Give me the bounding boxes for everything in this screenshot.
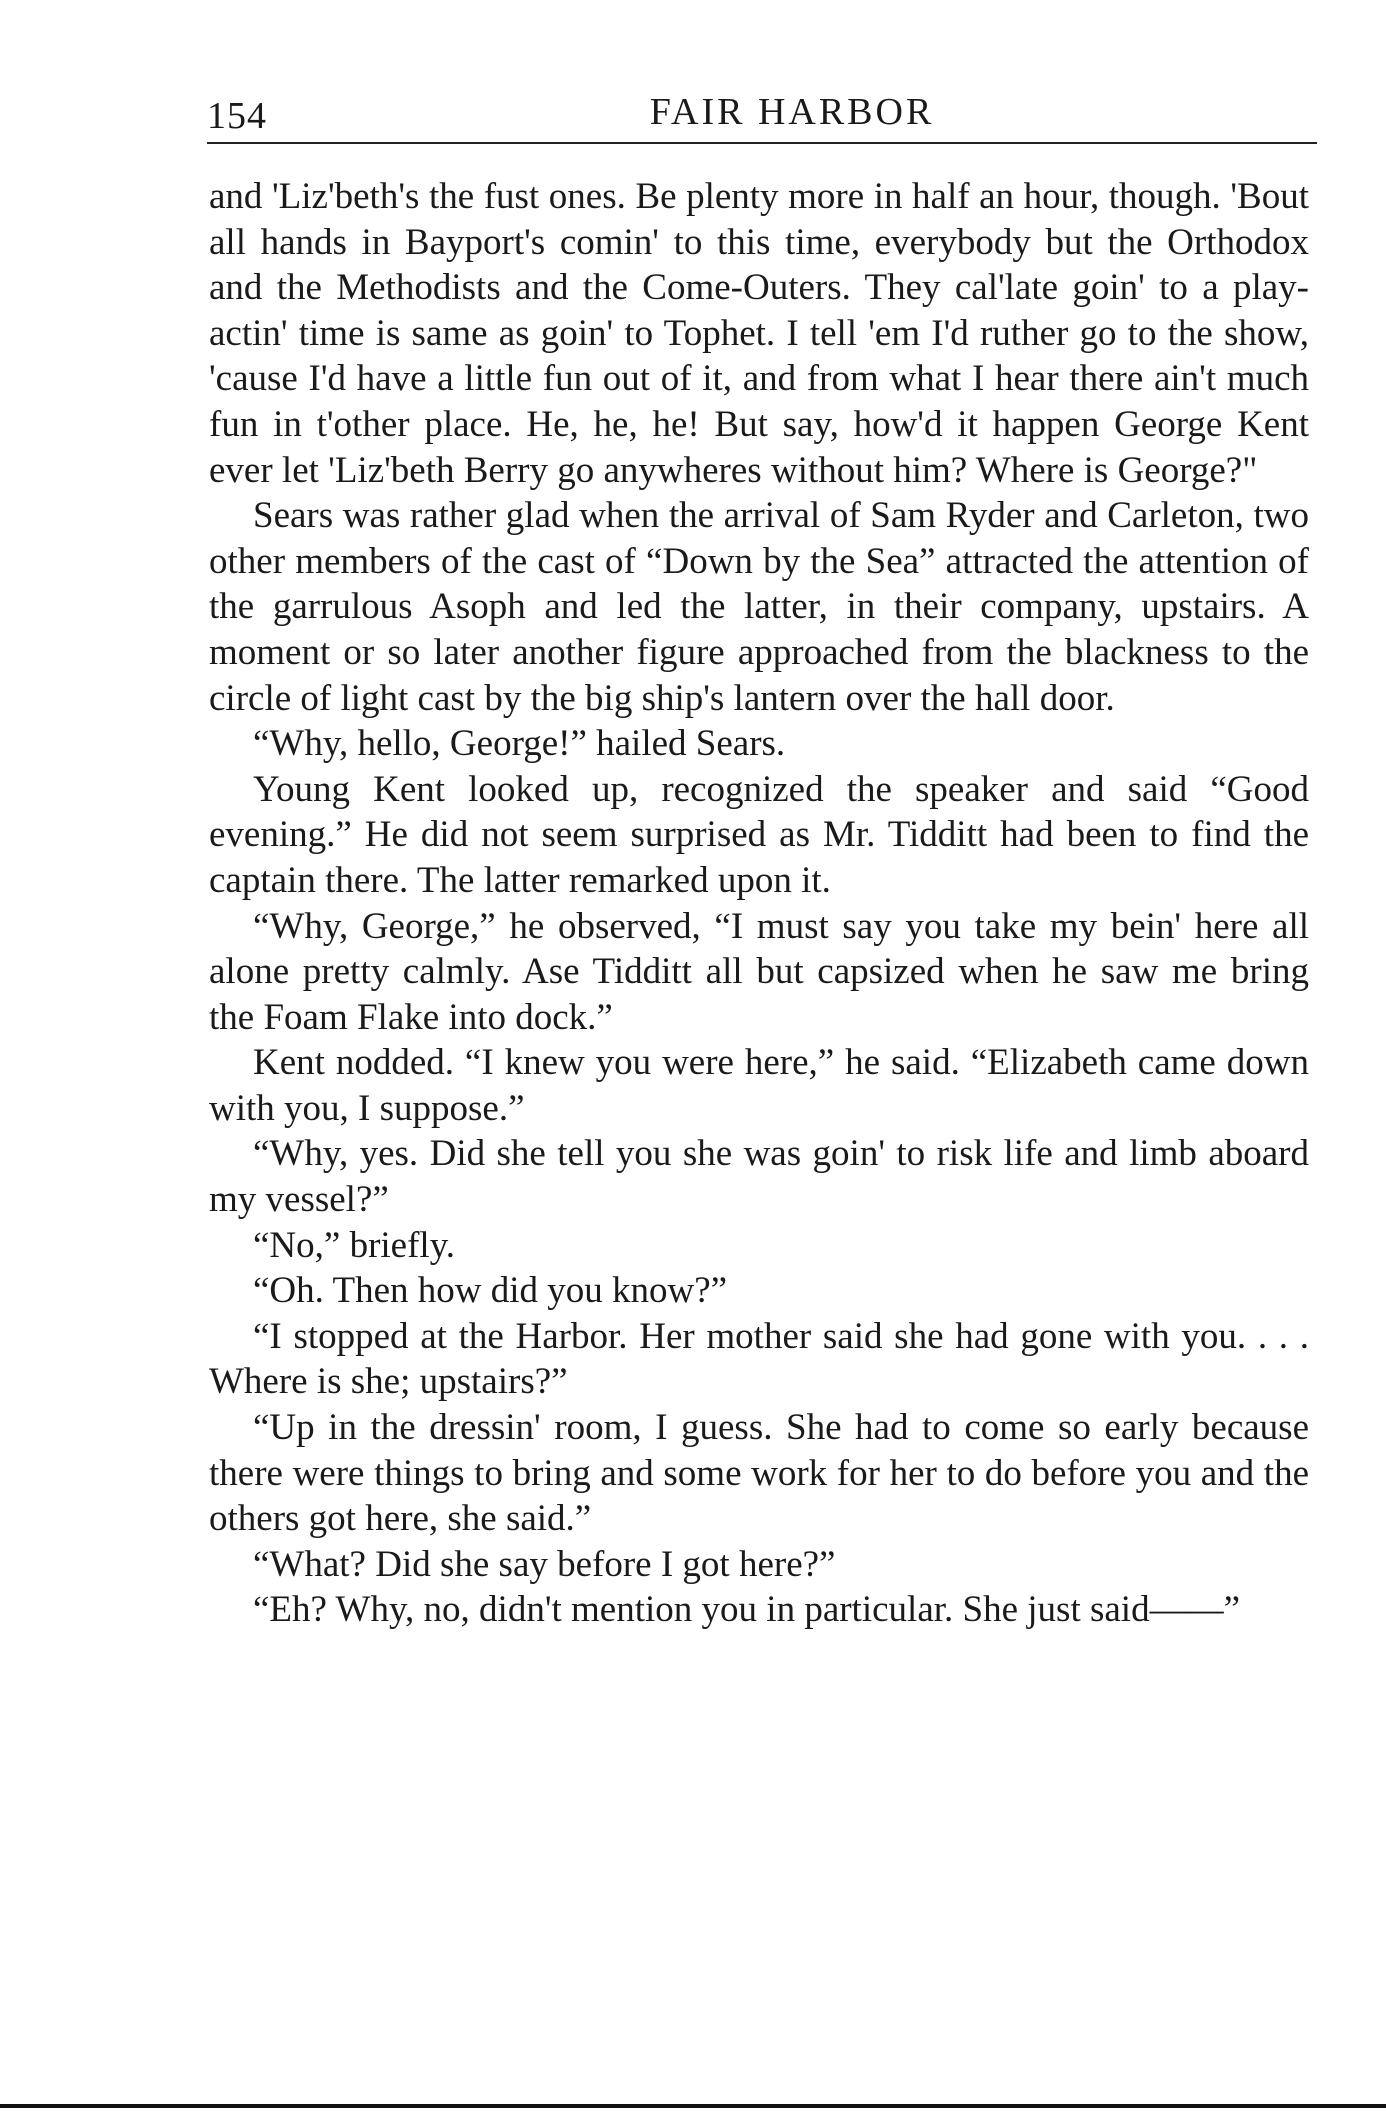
body-text — [209, 174, 1309, 1633]
paragraph: and 'Liz'beth's the fust ones. Be plenty more in half an hour, though. 'Bout all hands in Bayport's comin' to this time, everybody but the Orthodox and the Methodists and the Come-Outers. They cal'late goin' to a play-actin' time is same as goin' to Tophet. I tell 'em I'd ruther go to the show, 'cause I'd have a little fun out of it, and from what I hear there ain't much fun in t'other place. He, he, he! But say, how'd it happen George Kent ever let 'Liz'beth Berry go anywheres without him? Where is George?" — [209, 176, 1309, 491]
paragraph: “Up in the dressin' room, I guess. She had to come so early because there were things to bring and some work for her to do before you and the others got here, she said.” — [209, 1407, 1309, 1540]
paragraph: “Oh. Then how did you know?” — [253, 1270, 728, 1312]
page-header — [207, 86, 1317, 146]
paragraph: Kent nodded. “I knew you were here,” he said. “Elizabeth came down with you, I suppose.” — [209, 1042, 1309, 1129]
bottom-edge-rule — [0, 2104, 1386, 2108]
header-rule — [207, 142, 1317, 144]
paragraph: “Why, hello, George!” hailed Sears. — [253, 723, 786, 765]
paragraph: Young Kent looked up, recognized the speaker and said “Good evening.” He did not seem surprised as Mr. Tidditt had been to find the captain there. The latter remarked upon it. — [209, 768, 1309, 901]
running-head-title: FAIR HARBOR — [649, 91, 935, 133]
paragraph: “Eh? Why, no, didn't mention you in particular. She just said——” — [253, 1589, 1241, 1631]
paragraph: “No,” briefly. — [253, 1224, 456, 1266]
paragraph: “What? Did she say before I got here?” — [253, 1543, 836, 1585]
paragraph: “Why, George,” he observed, “I must say you take my bein' here all alone pretty calmly. Ase Tidditt all but capsized when he saw me bring the Foam Flake into dock.” — [209, 905, 1309, 1038]
paragraph: “I stopped at the Harbor. Her mother said she had gone with you. . . . Where is she; upstairs?” — [209, 1315, 1309, 1403]
paragraph: “Why, yes. Did she tell you she was goin' to risk life and limb aboard my vessel?” — [209, 1133, 1309, 1221]
paragraph: Sears was rather glad when the arrival of Sam Ryder and Carleton, two other members of the cast of “Down by the Sea” attracted the attention of the garrulous Asoph and led the latter, in their company, upstairs. A moment or so later another figure approached from the blackness to the circle of light cast by the big ship's lantern over the hall door. — [209, 495, 1309, 719]
page-number: 154 — [207, 95, 267, 137]
